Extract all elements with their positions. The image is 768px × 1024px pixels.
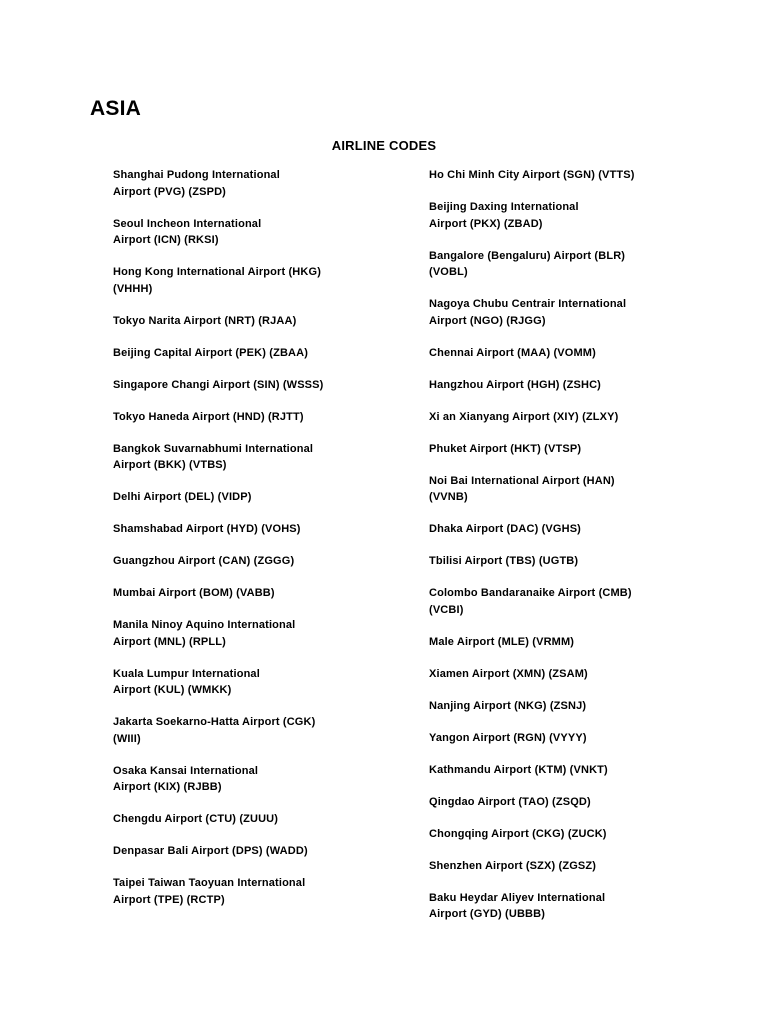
airport-entry-line: Shamshabad Airport (HYD) (VOHS) [113,523,301,535]
airport-entry-line: Airport (KIX) (RJBB) [113,781,222,793]
airport-entry [113,489,363,506]
airport-entry [429,666,679,683]
airport-entry-line: Xiamen Airport (XMN) (ZSAM) [429,667,588,680]
airport-entry-line: Nagoya Chubu Centrair International [429,298,627,310]
airport-entry-line: Colombo Bandaranaike Airport (CMB) [429,587,632,599]
airport-entry [429,441,679,458]
airport-entry-line: Shenzhen Airport (SZX) (ZGSZ) [429,859,597,872]
airport-entry-line: Hangzhou Airport (HGH) (ZSHC) [429,378,601,391]
airport-entry-line: Airport (KUL) (WMKK) [113,684,232,696]
airport-entry-line: Taipei Taiwan Taoyuan International [113,877,306,889]
airport-entry [113,811,363,828]
airport-entry [113,409,363,426]
airport-entry [113,553,363,570]
airport-entry-line: Seoul Incheon International [113,217,262,230]
airport-entry [113,345,363,362]
airport-entry-line: Noi Bai International Airport (HAN) [429,474,615,487]
airport-entry [429,698,679,715]
airport-entry [429,730,679,747]
airport-entry-line: Hong Kong International Airport (HKG) [113,266,322,278]
airport-entry-line: Baku Heydar Aliyev International [429,891,606,904]
airport-entry-line: Tokyo Narita Airport (NRT) (RJAA) [113,314,297,327]
airport-entry-line: Xi an Xianyang Airport (XIY) (ZLXY) [429,410,619,423]
airport-entry-line: (VOBL) [429,266,468,278]
airport-entry [113,264,363,297]
airport-entry [113,216,363,249]
airport-entry-line: Airport (ICN) (RKSI) [113,234,219,246]
airport-entry-line: Airport (PVG) (ZSPD) [113,185,226,198]
airport-entry-line: Mumbai Airport (BOM) (VABB) [113,587,275,599]
airport-entry [113,666,363,699]
airport-entry-line: Kathmandu Airport (KTM) (VNKT) [429,763,608,776]
airport-entry [113,521,363,538]
airport-entry-line: Ho Chi Minh City Airport (SGN) (VTTS) [429,169,635,181]
airport-entry [429,762,679,779]
airport-entry [429,409,679,426]
airport-entry [113,585,363,602]
airport-entry-line: Beijing Capital Airport (PEK) (ZBAA) [113,346,309,359]
airport-entry [429,377,679,394]
airport-entry [113,313,363,330]
airport-entry [429,634,679,651]
airport-list-right [429,167,679,938]
airport-entry [429,826,679,843]
airport-entry-line: Dhaka Airport (DAC) (VGHS) [429,523,581,535]
airport-entry-line: (VHHH) [113,282,153,295]
airport-entry [429,858,679,875]
airport-entry-line: Male Airport (MLE) (VRMM) [429,635,575,648]
airport-entry-line: Jakarta Soekarno-Hatta Airport (CGK) [113,716,316,728]
airport-entry [429,199,679,232]
airport-entry-line: (WIII) [113,732,141,745]
airport-entry-line: Shanghai Pudong International [113,169,280,181]
airport-entry-line: Phuket Airport (HKT) (VTSP) [429,442,582,455]
airport-entry [429,296,679,329]
airport-entry-line: Chengdu Airport (CTU) (ZUUU) [113,813,279,825]
airport-entry-line: Yangon Airport (RGN) (VYYY) [429,731,587,744]
airport-entry-line: (VVNB) [429,491,468,503]
airport-entry [429,345,679,362]
airport-entry [113,843,363,860]
airport-entry-line: Airport (MNL) (RPLL) [113,635,226,648]
airport-entry [429,248,679,281]
airport-list-left [113,167,363,924]
airport-entry [113,763,363,796]
airport-entry-line: Airport (TPE) (RCTP) [113,893,225,906]
airport-entry-line: (VCBI) [429,603,464,616]
region-title: ASIA [90,97,141,120]
airport-entry [429,585,679,618]
airport-entry-line: Singapore Changi Airport (SIN) (WSSS) [113,378,324,391]
airport-entry-line: Kuala Lumpur International [113,667,260,680]
airport-entry-line: Beijing Daxing International [429,201,579,213]
airport-entry [429,521,679,538]
airport-entry-line: Chennai Airport (MAA) (VOMM) [429,346,596,359]
airport-entry [429,167,679,184]
airport-entry [429,553,679,570]
airport-entry-line: Guangzhou Airport (CAN) (ZGGG) [113,555,295,567]
airport-entry [429,473,679,506]
airport-entry [113,617,363,650]
airport-entry-line: Bangalore (Bengaluru) Airport (BLR) [429,249,626,262]
airport-entry-line: Qingdao Airport (TAO) (ZSQD) [429,795,591,808]
airport-entry [113,714,363,747]
airport-entry-line: Airport (PKX) (ZBAD) [429,217,543,230]
airport-entry-line: Manila Ninoy Aquino International [113,619,296,631]
section-title: AIRLINE CODES [331,138,437,153]
airport-entry [113,441,363,474]
airport-entry [113,875,363,908]
airport-entry [113,377,363,394]
airport-entry-line: Bangkok Suvarnabhumi International [113,442,314,455]
airport-entry-line: Airport (GYD) (UBBB) [429,908,546,920]
airport-entry-line: Nanjing Airport (NKG) (ZSNJ) [429,699,587,712]
airport-entry [429,890,679,923]
airport-entry-line: Denpasar Bali Airport (DPS) (WADD) [113,845,308,857]
airport-entry-line: Tbilisi Airport (TBS) (UGTB) [429,555,579,567]
airport-entry-line: Chongqing Airport (CKG) (ZUCK) [429,827,607,840]
airport-entry-line: Tokyo Haneda Airport (HND) (RJTT) [113,410,304,423]
airport-entry [113,167,363,200]
airport-entry-line: Osaka Kansai International [113,764,259,777]
airport-entry-line: Airport (BKK) (VTBS) [113,459,227,471]
airport-entry-line: Delhi Airport (DEL) (VIDP) [113,491,252,503]
airport-entry [429,794,679,811]
airport-entry-line: Airport (NGO) (RJGG) [429,314,546,327]
